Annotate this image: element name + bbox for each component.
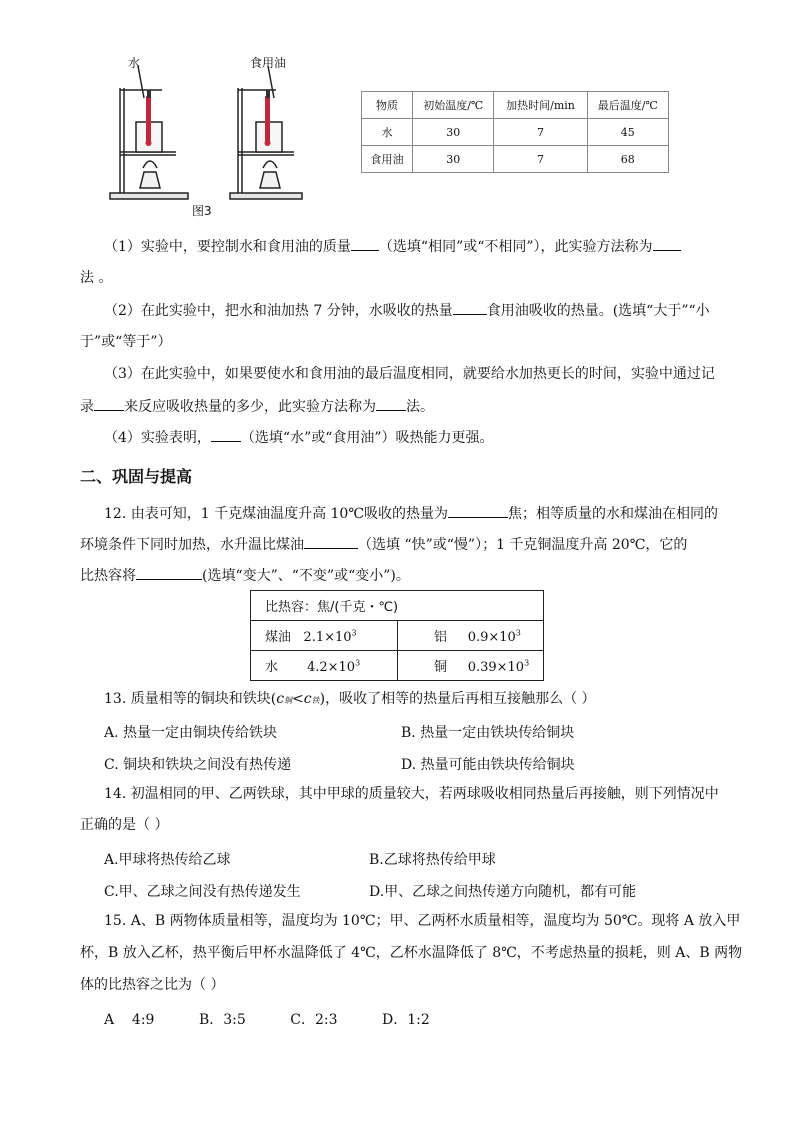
table-cell: 铝 $0.9\times 10^3$ xyxy=(398,621,544,651)
q15-options[interactable]: A 4:9 B．3:5 C．2:3 D．1:2 xyxy=(104,1012,430,1028)
section-heading: 二、巩固与提高 xyxy=(80,467,193,486)
table-cell: 水 $4.2\times 10^3$ xyxy=(251,651,398,681)
table-row xyxy=(251,651,544,681)
q13-option-d[interactable]: D. 热量可能由铁块传给铜块 xyxy=(401,757,575,773)
experiment-figure xyxy=(100,50,310,222)
q13-option-a[interactable]: A. 热量一定由铜块传给铁块 xyxy=(104,725,278,741)
q15-line3: 体的比热容之比为（ ） xyxy=(80,977,225,993)
table-header-cell: 加热时间/min xyxy=(494,92,587,119)
q12-line3: 比热容将 (选填“变大”、“不变”或“变小”)。 xyxy=(80,568,410,584)
table-cell: 30 xyxy=(413,146,494,173)
specific-heat-table xyxy=(250,590,544,681)
table-cell: 30 xyxy=(413,119,494,146)
q11-part2-line1: （2）在此实验中，把水和油加热 7 分钟，水吸收的热量 食用油吸收的热量。(选填“大于”“小 xyxy=(104,303,710,319)
table-header-row xyxy=(251,591,544,621)
q11-part1-line1: （1）实验中，要控制水和食用油的质量 （选填“相同”或“不相同”），此实验方法称为 xyxy=(104,238,681,255)
q11-part3-line2: 录 来反应吸收热量的多少，此实验方法称为 法。 xyxy=(80,399,434,415)
q12-line2: 环境条件下同时加热，水升温比煤油 （选填 “快”或“慢”）；1 千克铜温度升高 20℃，它的 xyxy=(80,537,688,553)
q15-line2: 杯，B 放入乙杯，热平衡后甲杯水温降低了 4℃，乙杯水温降低了 8℃，不考虑热量的损耗，则 A、B 两物 xyxy=(80,945,743,961)
table-cell: 7 xyxy=(494,146,587,173)
answer-blank[interactable] xyxy=(453,302,487,315)
table-row xyxy=(362,119,669,146)
table-header-cell: 物质 xyxy=(362,92,413,119)
label-oil: 食用油 xyxy=(250,56,287,70)
q14-option-c[interactable]: C.甲、乙球之间没有热传递发生 xyxy=(104,884,301,900)
q14-option-b[interactable]: B.乙球将热传给甲球 xyxy=(369,852,496,868)
q14-option-d[interactable]: D.甲、乙球之间热传递方向随机，都有可能 xyxy=(369,884,637,900)
answer-blank[interactable] xyxy=(351,238,379,251)
table-header-row xyxy=(362,92,669,119)
figure-caption: 图3 xyxy=(192,204,212,218)
q13-option-c[interactable]: C. 铜块和铁块之间没有热传递 xyxy=(104,757,292,773)
answer-blank[interactable] xyxy=(376,398,406,411)
apparatus-drawing xyxy=(100,50,310,222)
answer-blank[interactable] xyxy=(653,238,681,251)
table-cell: 7 xyxy=(494,119,587,146)
table-cell: 水 xyxy=(362,119,413,146)
q11-part4: （4）实验表明， （选填“水”或“食用油”）吸热能力更强。 xyxy=(104,430,494,446)
table-row xyxy=(362,146,669,173)
table-cell: 食用油 xyxy=(362,146,413,173)
experiment-data-table xyxy=(361,91,669,173)
answer-blank[interactable] xyxy=(211,429,241,442)
table-cell: 68 xyxy=(587,146,668,173)
table-row xyxy=(251,621,544,651)
table-cell: 铜 $0.39\times 10^3$ xyxy=(398,651,544,681)
q14-option-a[interactable]: A.甲球将热传给乙球 xyxy=(104,852,231,868)
table-cell: 煤油 $2.1\times 10^3$ xyxy=(251,621,398,651)
answer-blank[interactable] xyxy=(448,505,508,518)
label-water: 水 xyxy=(128,56,141,70)
q15-line1: 15. A、B 两物体质量相等，温度均为 10℃；甲、乙两杯水质量相等，温度均为 50℃。现将 A 放入甲 xyxy=(104,913,741,929)
q14-line1: 14. 初温相同的甲、乙两铁球，其中甲球的质量较大，若两球吸收相同热量后再接触，则下列情况中 xyxy=(104,786,719,802)
answer-blank[interactable] xyxy=(136,567,202,580)
answer-blank[interactable] xyxy=(304,536,358,549)
table-cell: 45 xyxy=(587,119,668,146)
q14-line2: 正确的是（ ） xyxy=(80,817,169,833)
q13-option-b[interactable]: B. 热量一定由铁块传给铜块 xyxy=(401,725,575,741)
q13-stem: 13. 质量相等的铜块和铁块(c铜<c铁)，吸收了相等的热量后再相互接触那么（ ） xyxy=(104,691,596,707)
answer-blank[interactable] xyxy=(94,398,124,411)
q12-line1: 12. 由表可知，1 千克煤油温度升高 10℃吸收的热量为 焦；相等质量的水和煤油在相同的 xyxy=(104,506,718,522)
q11-part2-line2: 于”或“等于”） xyxy=(80,334,172,350)
table-header-cell: 最后温度/℃ xyxy=(587,92,668,119)
q11-part1-line2: 法 。 xyxy=(80,270,113,286)
table-header-cell: 比热容：焦/(千克・℃) xyxy=(251,591,544,621)
q11-part3-line1: （3）在此实验中，如果要使水和食用油的最后温度相同，就要给水加热更长的时间，实验中通过记 xyxy=(104,366,715,382)
table-header-cell: 初始温度/℃ xyxy=(413,92,494,119)
